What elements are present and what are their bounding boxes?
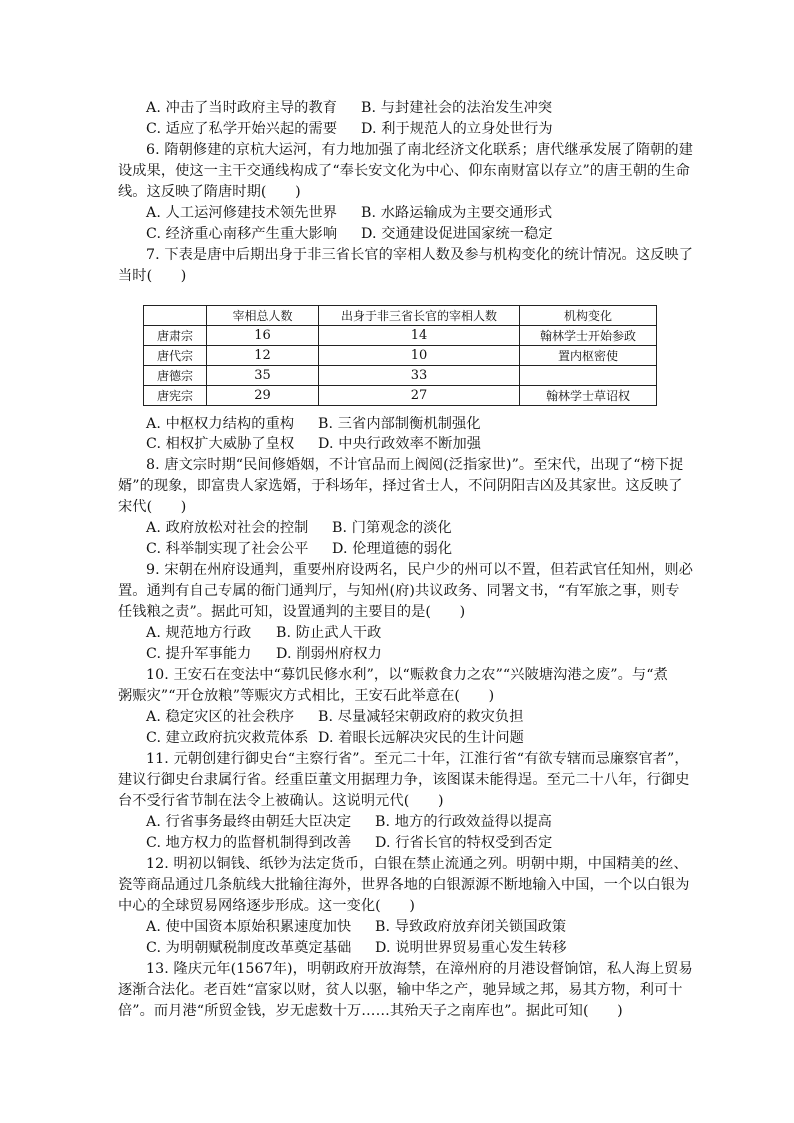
q8-option-a[interactable]: A. 政府放松对社会的控制 <box>146 520 309 536</box>
q10-option-b[interactable]: B. 尽量减轻宋朝政府的救灾负担 <box>318 709 524 725</box>
q7-stem-line-1: 7. 下表是唐中后期出身于非三省长官的宰相人数及参与机构变化的统计情况。这反映了 <box>146 247 693 263</box>
q7-data-table <box>143 305 657 406</box>
q6-option-c[interactable]: C. 经济重心南移产生重大影响 <box>146 226 338 242</box>
table-cell: 唐宪宗 <box>144 386 207 406</box>
table-cell: 14 <box>319 326 520 346</box>
q8-stem-line-1: 8. 唐文宗时期“民间修婚姻，不计官品而上阀阅(泛指家世)”。至宋代，出现了“榜下捉 <box>146 457 684 473</box>
q10-stem-line-1: 10. 王安石在变法中“募饥民修水利”，以“赈救食力之农”“兴陂塘沟港之废”。与“煮 <box>146 667 668 683</box>
q9-option-b[interactable]: B. 防止武人干政 <box>276 625 382 641</box>
table-cell: 16 <box>207 326 319 346</box>
table-cell: 27 <box>319 386 520 406</box>
table-cell: 唐代宗 <box>144 346 207 366</box>
table-cell: 唐肃宗 <box>144 326 207 346</box>
table-header-cell: 出身于非三省长官的宰相人数 <box>319 306 520 326</box>
q8-option-c[interactable]: C. 科举制实现了社会公平 <box>146 541 309 557</box>
q11-option-b[interactable]: B. 地方的行政效益得以提高 <box>375 814 552 830</box>
q11-stem-line-2: 建议行御史台隶属行省。经重臣董文用据理力争，该图谋未能得逞。至元二十八年，行御史 <box>118 772 690 788</box>
q9-stem-line-1: 9. 宋朝在州府设通判，重要州府设两名，民户少的州可以不置，但若武官任知州，则必 <box>146 562 693 578</box>
q10-option-c[interactable]: C. 建立政府抗灾救荒体系 <box>146 730 309 746</box>
table-cell: 10 <box>319 346 520 366</box>
table-cell <box>520 366 657 386</box>
table-cell: 33 <box>319 366 520 386</box>
table-cell: 置内枢密使 <box>520 346 657 366</box>
table-cell: 35 <box>207 366 319 386</box>
q6-option-a[interactable]: A. 人工运河修建技术领先世界 <box>146 205 338 221</box>
q10-option-d[interactable]: D. 着眼长远解决灾民的生计问题 <box>318 730 524 746</box>
q6-stem-line-1: 6. 隋朝修建的京杭大运河，有力地加强了南北经济文化联系；唐代继承发展了隋朝的建 <box>146 142 693 158</box>
q13-stem-line-1: 13. 隆庆元年(1567年)，明朝政府开放海禁，在漳州府的月港设督饷馆，私人海上贸易 <box>146 961 693 977</box>
table-header-cell <box>144 306 207 326</box>
q12-option-d[interactable]: D. 说明世界贸易重心发生转移 <box>375 940 567 956</box>
table-header-cell: 机构变化 <box>520 306 657 326</box>
table-row <box>144 326 657 346</box>
q8-option-d[interactable]: D. 伦理道德的弱化 <box>332 541 453 557</box>
table-cell: 翰林学士开始参政 <box>520 326 657 346</box>
q12-option-b[interactable]: B. 导致政府放弃闭关锁国政策 <box>375 919 567 935</box>
q8-option-b[interactable]: B. 门第观念的淡化 <box>332 520 452 536</box>
q6-option-b[interactable]: B. 水路运输成为主要交通形式 <box>361 205 553 221</box>
q11-option-a[interactable]: A. 行省事务最终由朝廷大臣决定 <box>146 814 352 830</box>
q13-stem-line-2: 逐渐合法化。老百姓“富家以财，贫人以驱，输中华之产，驰异域之邦，易其方物，利可十 <box>118 982 683 998</box>
q6-option-d[interactable]: D. 交通建设促进国家统一稳定 <box>361 226 553 242</box>
q12-stem-line-3: 中心的全球贸易网络逐步形成。这一变化( ) <box>118 898 416 914</box>
q7-option-b[interactable]: B. 三省内部制衡机制强化 <box>318 416 481 432</box>
q12-option-c[interactable]: C. 为明朝赋税制度改革奠定基础 <box>146 940 352 956</box>
table-header-cell: 宰相总人数 <box>207 306 319 326</box>
q5-option-c[interactable]: C. 适应了私学开始兴起的需要 <box>146 121 338 137</box>
q7-option-d[interactable]: D. 中央行政效率不断加强 <box>318 436 482 452</box>
q9-option-d[interactable]: D. 削弱州府权力 <box>276 646 382 662</box>
table-row <box>144 346 657 366</box>
q7-option-c[interactable]: C. 相权扩大威胁了皇权 <box>146 436 295 452</box>
q9-stem-line-3: 任钱粮之责”。据此可知，设置通判的主要目的是( ) <box>118 604 466 620</box>
q11-stem-line-1: 11. 元朝创建行御史台“主察行省”。至元二十年，江淮行省“有欲专辖而忌廉察官者”， <box>146 751 689 767</box>
q9-option-a[interactable]: A. 规范地方行政 <box>146 625 252 641</box>
q8-stem-line-3: 宋代( ) <box>118 499 187 515</box>
q5-option-b[interactable]: B. 与封建社会的法治发生冲突 <box>361 100 553 116</box>
table-cell: 唐德宗 <box>144 366 207 386</box>
q11-option-d[interactable]: D. 行省长官的特权受到否定 <box>375 835 553 851</box>
table-cell: 12 <box>207 346 319 366</box>
q9-option-c[interactable]: C. 提升军事能力 <box>146 646 252 662</box>
table-cell: 翰林学士草诏权 <box>520 386 657 406</box>
q5-option-a[interactable]: A. 冲击了当时政府主导的教育 <box>146 100 338 116</box>
q9-stem-line-2: 置。通判有自己专属的衙门通判厅，与知州(府)共议政务、同署文书，“有军旅之事，则专 <box>118 583 680 599</box>
q7-option-a[interactable]: A. 中枢权力结构的重构 <box>146 416 295 432</box>
table-header-row <box>144 306 657 326</box>
q12-stem-line-1: 12. 明初以铜钱、纸钞为法定货币，白银在禁止流通之列。明朝中期，中国精美的丝、 <box>146 856 688 872</box>
q10-stem-line-2: 粥赈灾”“开仓放粮”等赈灾方式相比，王安石此举意在( ) <box>118 688 495 704</box>
q8-stem-line-2: 婿”的现象，即富贵人家选婿，于科场年，择过省士人，不问阴阳吉凶及其家世。这反映了 <box>118 478 683 494</box>
q6-stem-line-3: 线。这反映了隋唐时期( ) <box>118 184 301 200</box>
q5-option-d[interactable]: D. 利于规范人的立身处世行为 <box>361 121 553 137</box>
q6-stem-line-2: 设成果，使这一主干交通线构成了“奉长安文化为中心、仰东南财富以存立”的唐王朝的生命 <box>118 163 690 179</box>
q7-stem-line-2: 当时( ) <box>118 268 187 284</box>
table-row <box>144 386 657 406</box>
q11-stem-line-3: 台不受行省节制在法令上被确认。这说明元代( ) <box>118 793 444 809</box>
q11-option-c[interactable]: C. 地方权力的监督机制得到改善 <box>146 835 352 851</box>
q13-stem-line-3: 倍”。而月港“所贸金钱，岁无虑数十万……其殆天子之南库也”。据此可知( ) <box>118 1003 623 1019</box>
q10-option-a[interactable]: A. 稳定灾区的社会秩序 <box>146 709 295 725</box>
q12-stem-line-2: 瓷等商品通过几条航线大批输往海外，世界各地的白银源源不断地输入中国，一个以白银为 <box>118 877 690 893</box>
q12-option-a[interactable]: A. 使中国资本原始积累速度加快 <box>146 919 352 935</box>
table-row <box>144 366 657 386</box>
table-cell: 29 <box>207 386 319 406</box>
